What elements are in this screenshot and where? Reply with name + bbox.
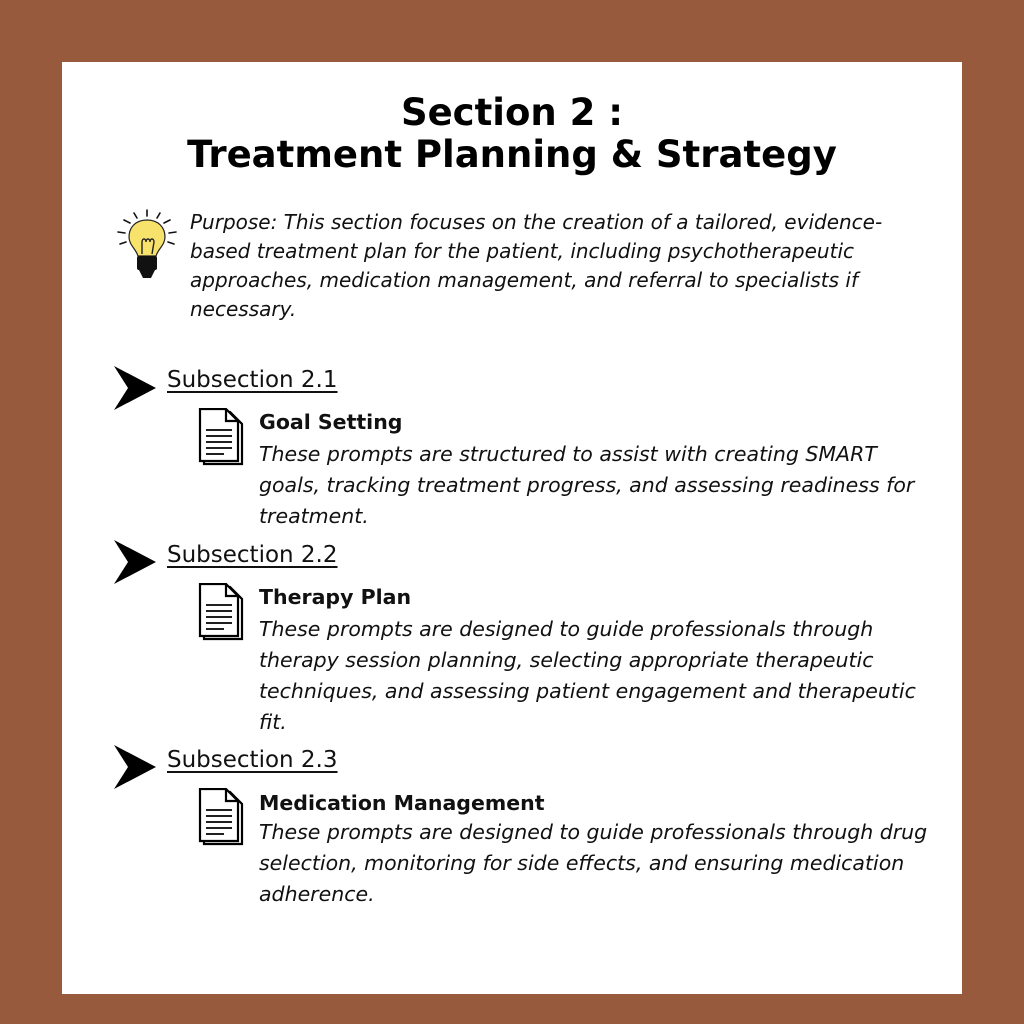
content-card xyxy=(62,62,962,994)
arrow-bullet-icon xyxy=(114,366,156,410)
arrow-bullet-icon xyxy=(114,745,156,789)
item-description: These prompts are designed to guide professionals through drug selection, monitoring for side effects, and ensuring medication adherence. xyxy=(259,820,928,906)
item-title: Goal Setting xyxy=(259,410,403,434)
subsection-heading: Subsection 2.1 xyxy=(167,367,338,393)
subsection-heading: Subsection 2.3 xyxy=(167,747,338,773)
lightbulb-icon xyxy=(114,208,180,284)
purpose-text: Purpose: This section focuses on the creation of a tailored, evidence-based treatment plan for the patient, including psychotherapeutic approaches, medication management, and referral to specialists if necessary. xyxy=(190,210,883,321)
document-icon xyxy=(198,788,246,848)
title-line-1: Section 2 : xyxy=(400,91,624,134)
document-icon xyxy=(198,408,246,468)
item-title: Medication Management xyxy=(259,791,545,815)
item-description: These prompts are structured to assist with creating SMART goals, tracking treatment progress, and assessing readiness for treatment. xyxy=(259,442,915,528)
item-title: Therapy Plan xyxy=(259,585,412,609)
item-description: These prompts are designed to guide professionals through therapy session planning, selecting appropriate therapeutic techniques, and assessing patient engagement and therapeutic fit. xyxy=(259,617,916,734)
arrow-bullet-icon xyxy=(114,540,156,584)
title-line-2: Treatment Planning & Strategy xyxy=(187,133,837,176)
document-icon xyxy=(198,583,246,643)
page-title xyxy=(62,92,962,176)
subsection-heading: Subsection 2.2 xyxy=(167,542,338,568)
